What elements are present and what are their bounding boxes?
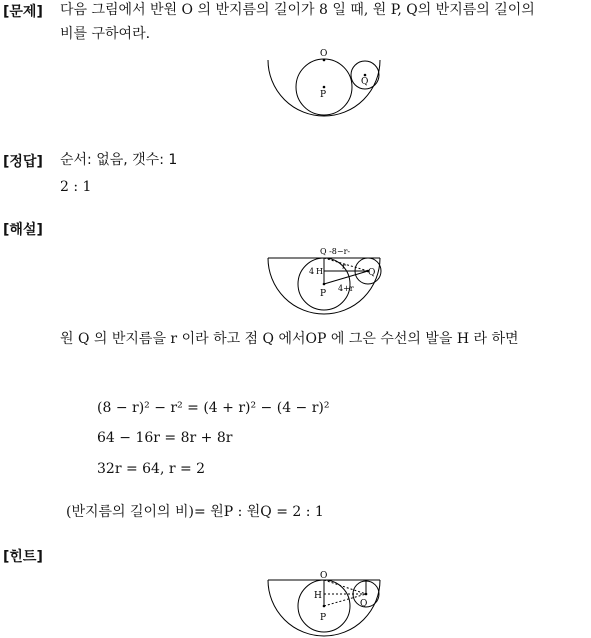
conclusion: (반지름의 길이의 비)= 원P : 원Q = 2 : 1 (66, 504, 324, 520)
label-h: H (316, 267, 323, 276)
point-p (323, 283, 326, 286)
label-top: Q -8−r- (320, 247, 351, 256)
equation-2: 64 − 16r = 8r + 8r (97, 430, 233, 446)
answer-label: [정답] (3, 154, 43, 170)
label-q: Q (360, 599, 368, 609)
label-p: P (320, 289, 327, 299)
label-o: O (320, 49, 328, 59)
label-four: 4 (309, 267, 315, 276)
answer-value: 2 : 1 (60, 179, 92, 195)
equation-1: (8 − r)² − r² = (4 + r)² − (4 − r)² (97, 400, 330, 416)
label-q: Q (368, 268, 376, 278)
explanation-figure (262, 244, 392, 316)
explanation-label: [해설] (3, 222, 43, 238)
answer-meta: 순서: 없음, 갯수: 1 (60, 152, 178, 168)
label-o: O (320, 571, 328, 581)
equation-3: 32r = 64, r = 2 (97, 461, 206, 477)
problem-line-1: 다음 그림에서 반원 O 의 반지름의 길이가 8 일 때, 원 P, Q의 반지름의 길이의 (60, 2, 535, 18)
point-o (323, 59, 326, 62)
point-p (323, 605, 326, 608)
problem-label: [문제] (3, 4, 43, 20)
point-q (364, 74, 367, 77)
label-p: P (320, 613, 327, 623)
label-p: P (320, 90, 327, 100)
label-h: H (314, 591, 322, 601)
problem-figure (262, 42, 392, 122)
problem-line-2: 비를 구하여라. (60, 26, 151, 42)
explanation-sentence (60, 329, 519, 349)
hint-label: [힌트] (3, 549, 43, 565)
explanation-sentence-text: 원 Q 의 반지름을 r 이라 하고 점 Q 에서OP 에 그은 수선의 발을 H 라 하면 (60, 331, 519, 347)
label-r: r (342, 262, 346, 271)
hint-figure (262, 568, 392, 638)
point-p (323, 86, 326, 89)
label-bottom: 4+r (338, 284, 354, 293)
label-q: Q (361, 77, 369, 87)
point-q (365, 593, 368, 596)
